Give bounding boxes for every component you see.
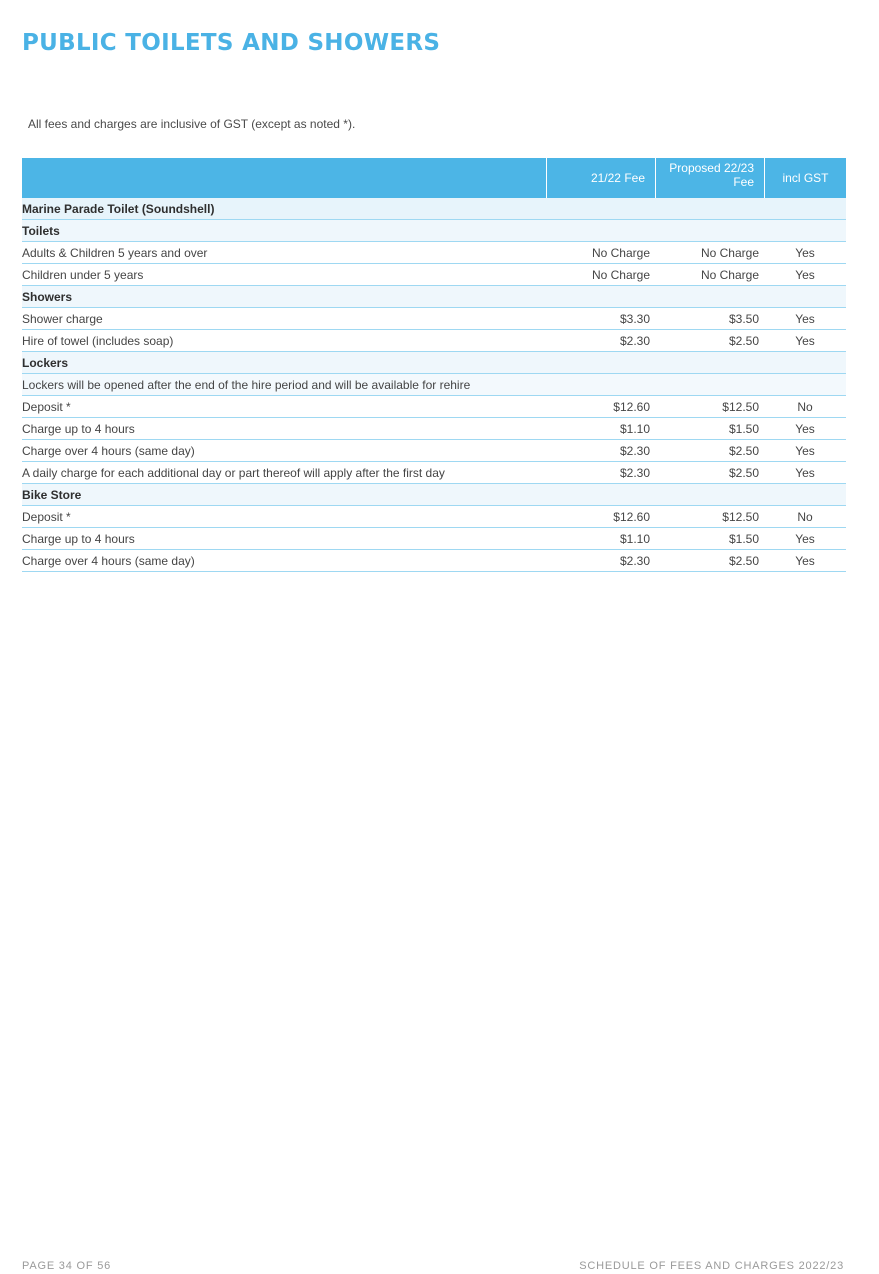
group-heading: Bike Store <box>22 484 846 506</box>
group-heading: Toilets <box>22 220 846 242</box>
row-proposed-fee: $12.50 <box>655 396 764 418</box>
row-description: Hire of towel (includes soap) <box>22 330 546 352</box>
table-body <box>22 198 846 572</box>
group-heading-row <box>22 484 846 506</box>
intro-text: All fees and charges are inclusive of GST (except as noted *). <box>28 117 356 131</box>
row-incl-gst: Yes <box>764 440 846 462</box>
page-title: PUBLIC TOILETS AND SHOWERS <box>22 30 441 56</box>
fees-table <box>22 158 846 572</box>
row-2122-fee: $2.30 <box>546 330 655 352</box>
row-proposed-fee: $1.50 <box>655 418 764 440</box>
row-description: Charge over 4 hours (same day) <box>22 550 546 572</box>
row-description: Shower charge <box>22 308 546 330</box>
row-description: Deposit * <box>22 396 546 418</box>
row-2122-fee: $2.30 <box>546 462 655 484</box>
row-description: Children under 5 years <box>22 264 546 286</box>
row-2122-fee: $2.30 <box>546 550 655 572</box>
row-proposed-fee: $12.50 <box>655 506 764 528</box>
note-row <box>22 374 846 396</box>
group-heading-row <box>22 220 846 242</box>
row-incl-gst: Yes <box>764 418 846 440</box>
table-row <box>22 462 846 484</box>
row-description: Deposit * <box>22 506 546 528</box>
document-title-footer: SCHEDULE OF FEES AND CHARGES 2022/23 <box>579 1260 844 1272</box>
row-2122-fee: $12.60 <box>546 506 655 528</box>
row-incl-gst: No <box>764 506 846 528</box>
row-description: A daily charge for each additional day or part thereof will apply after the first day <box>22 462 546 484</box>
group-heading-row <box>22 352 846 374</box>
row-incl-gst: Yes <box>764 528 846 550</box>
row-incl-gst: Yes <box>764 264 846 286</box>
group-heading: Showers <box>22 286 846 308</box>
table-row <box>22 242 846 264</box>
row-proposed-fee: $2.50 <box>655 440 764 462</box>
table-row <box>22 528 846 550</box>
row-proposed-fee: $2.50 <box>655 330 764 352</box>
table-row <box>22 264 846 286</box>
group-heading: Lockers <box>22 352 846 374</box>
group-note: Lockers will be opened after the end of the hire period and will be available for rehire <box>22 374 846 396</box>
section-heading: Marine Parade Toilet (Soundshell) <box>22 198 846 220</box>
table-row <box>22 506 846 528</box>
row-incl-gst: Yes <box>764 550 846 572</box>
group-heading-row <box>22 286 846 308</box>
table-row <box>22 330 846 352</box>
header-description <box>22 158 546 198</box>
row-proposed-fee: $2.50 <box>655 462 764 484</box>
table-row <box>22 396 846 418</box>
row-proposed-fee: No Charge <box>655 264 764 286</box>
row-incl-gst: Yes <box>764 308 846 330</box>
section-row <box>22 198 846 220</box>
row-proposed-fee: $1.50 <box>655 528 764 550</box>
row-2122-fee: $12.60 <box>546 396 655 418</box>
row-proposed-fee: $2.50 <box>655 550 764 572</box>
row-description: Charge over 4 hours (same day) <box>22 440 546 462</box>
row-2122-fee: $2.30 <box>546 440 655 462</box>
row-incl-gst: Yes <box>764 462 846 484</box>
table-row <box>22 308 846 330</box>
row-2122-fee: $3.30 <box>546 308 655 330</box>
row-description: Charge up to 4 hours <box>22 528 546 550</box>
table-row <box>22 550 846 572</box>
page-number: PAGE 34 OF 56 <box>22 1260 112 1272</box>
row-proposed-fee: No Charge <box>655 242 764 264</box>
table-row <box>22 440 846 462</box>
row-description: Adults & Children 5 years and over <box>22 242 546 264</box>
row-incl-gst: Yes <box>764 330 846 352</box>
header-proposed-fee: Proposed 22/23 Fee <box>655 158 764 198</box>
row-2122-fee: $1.10 <box>546 528 655 550</box>
row-2122-fee: $1.10 <box>546 418 655 440</box>
row-2122-fee: No Charge <box>546 264 655 286</box>
header-incl-gst: incl GST <box>764 158 846 198</box>
header-2122-fee: 21/22 Fee <box>546 158 655 198</box>
row-description: Charge up to 4 hours <box>22 418 546 440</box>
table-row <box>22 418 846 440</box>
row-incl-gst: No <box>764 396 846 418</box>
row-2122-fee: No Charge <box>546 242 655 264</box>
row-incl-gst: Yes <box>764 242 846 264</box>
table-header-row <box>22 158 846 198</box>
row-proposed-fee: $3.50 <box>655 308 764 330</box>
